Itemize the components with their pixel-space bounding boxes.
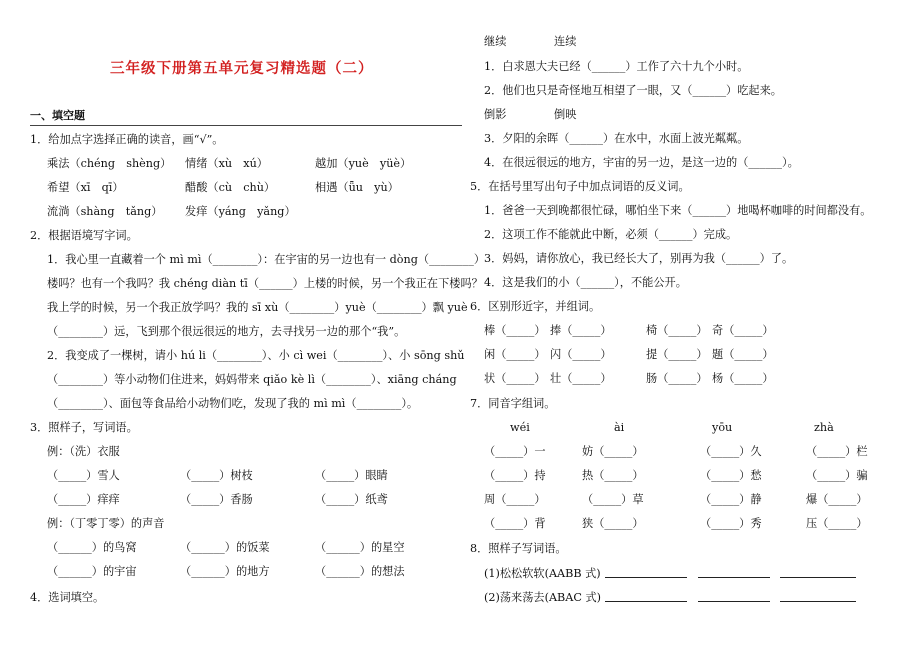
- q8-heading: 8．照样子写词语。: [470, 542, 567, 555]
- q7-item: （_____）静: [700, 493, 762, 506]
- q4-line: 1．白求恩大夫已经（______）工作了六十九个小时。: [484, 60, 749, 73]
- q7-item: （_____）一: [484, 445, 546, 458]
- q3-item: （_____）眼睛: [315, 469, 388, 482]
- word-choice: 倒影: [484, 108, 507, 121]
- q6-item: 棒（_____）: [484, 324, 546, 337]
- q5-line: 3．妈妈，请你放心，我已经长大了，别再为我（______）了。: [484, 252, 794, 265]
- q1-item: 发痒（yáng yǎng）: [185, 205, 296, 218]
- q3-item: （_____）痒痒: [47, 493, 120, 506]
- page-title: 三年级下册第五单元复习精选题（二）: [110, 60, 374, 77]
- q6-item: 椅（_____）: [646, 324, 708, 337]
- q2-line: （________）等小动物们住进来，妈妈带来 qiǎo kè lì（________）、xiāng cháng: [47, 373, 457, 386]
- q7-item: （_____）持: [484, 469, 546, 482]
- q7-pinyin: zhà: [814, 421, 834, 434]
- q4-line: 2．他们也只是奇怪地互相望了一眼，又（______）吃起来。: [484, 84, 782, 97]
- q7-pinyin: ài: [614, 421, 625, 434]
- q2-line: 2．我变成了一棵树，请小 hú li（________）、小 cì wei（________）、小 sōng shǔ: [47, 349, 465, 362]
- q1-item: 越加（yuè yüè）: [315, 157, 412, 170]
- q5-line: 4．这是我们的小（______），不能公开。: [484, 276, 687, 289]
- answer-line[interactable]: [698, 567, 770, 578]
- answer-line[interactable]: [780, 591, 856, 602]
- q3-item: （_____）纸鸢: [315, 493, 388, 506]
- section-divider: [30, 125, 462, 126]
- q1-item: 希望（xī qī）: [47, 181, 124, 194]
- q5-line: 1．爸爸一天到晚都很忙碌，哪怕坐下来（______）地喝杯咖啡的时间都没有。: [484, 204, 872, 217]
- q3-example: 例：（洗）衣服: [47, 445, 120, 458]
- q7-item: 妨（_____）: [582, 445, 644, 458]
- q7-item: 压（_____）: [806, 517, 868, 530]
- answer-line[interactable]: [780, 567, 856, 578]
- q2-line: 1．我心里一直藏着一个 mì mì（________）：在宇宙的另一边也有一 dòng（________）: [47, 253, 486, 266]
- q7-item: 狭（_____）: [582, 517, 644, 530]
- word-choice: 连续: [554, 35, 577, 48]
- q4-line: 3．夕阳的余晖（______）在水中，水面上波光粼粼。: [484, 132, 749, 145]
- word-choice: 倒映: [554, 108, 577, 121]
- q2-line: （________）、面包等食品给小动物们吃，发现了我的 mì mì（________）。: [47, 397, 419, 410]
- q6-item: 提（_____）: [646, 348, 708, 361]
- q7-pinyin: wéi: [510, 421, 530, 434]
- q3-item: （______）的鸟窝: [47, 541, 137, 554]
- q3-item: （______）的星空: [315, 541, 405, 554]
- q4-line: 4．在很远很远的地方，宇宙的另一边，是这一边的（______）。: [484, 156, 799, 169]
- q1-item: 相遇（ǖu yù）: [315, 181, 399, 194]
- q1-heading: 1．给加点字选择正确的读音，画“√”。: [30, 133, 224, 146]
- q2-line: 我上学的时候，另一个我正放学吗？我的 sī xù（________）yuè（________）飘 yuè: [47, 301, 468, 314]
- answer-line[interactable]: [605, 591, 687, 602]
- q3-item: （_____）树枝: [180, 469, 253, 482]
- q3-item: （______）的饭菜: [180, 541, 270, 554]
- q3-item: （______）的想法: [315, 565, 405, 578]
- q6-item: 奇（_____）: [712, 324, 774, 337]
- q7-item: （_____）背: [484, 517, 546, 530]
- q6-item: 壮（_____）: [550, 372, 612, 385]
- q7-item: （_____）久: [700, 445, 762, 458]
- q7-item: （_____）草: [582, 493, 644, 506]
- q7-item: 周（_____）: [484, 493, 546, 506]
- q3-item: （_____）香肠: [180, 493, 253, 506]
- q3-example: 例：（丁零丁零）的声音: [47, 517, 165, 530]
- q2-line: （________）远，飞到那个很远很远的地方，去寻找另一边的那个“我”。: [47, 325, 406, 338]
- q8-item: (1)松松软软(AABB 式): [484, 567, 601, 580]
- section-heading: 一、填空题: [30, 109, 85, 122]
- q7-item: （_____）秀: [700, 517, 762, 530]
- word-choice: 继续: [484, 35, 507, 48]
- q1-item: 流淌（shàng tǎng）: [47, 205, 163, 218]
- q3-item: （______）的宇宙: [47, 565, 137, 578]
- q5-line: 2．这项工作不能就此中断，必须（______）完成。: [484, 228, 738, 241]
- q2-heading: 2．根据语境写字词。: [30, 229, 138, 242]
- answer-line[interactable]: [605, 567, 687, 578]
- q7-item: 热（_____）: [582, 469, 644, 482]
- q7-item: （_____）愁: [700, 469, 762, 482]
- q7-item: 爆（_____）: [806, 493, 868, 506]
- q8-item: (2)荡来荡去(ABAC 式): [484, 591, 602, 604]
- q6-item: 状（_____）: [484, 372, 546, 385]
- q6-item: 杨（_____）: [712, 372, 774, 385]
- q7-item: （_____）骗: [806, 469, 868, 482]
- q7-pinyin: yōu: [712, 421, 733, 434]
- q3-item: （_____）雪人: [47, 469, 120, 482]
- q2-line: 楼吗？也有一个我吗？我 chéng diàn tī（______）上楼的时候，另一个我正在下楼吗？: [47, 277, 483, 290]
- q6-item: 捧（_____）: [550, 324, 612, 337]
- q1-item: 醋酸（cù chù）: [185, 181, 276, 194]
- q1-item: 乘法（chéng shèng）: [47, 157, 172, 170]
- q1-item: 情绪（xù xú）: [185, 157, 268, 170]
- q7-item: （_____）栏: [806, 445, 868, 458]
- q5-heading: 5．在括号里写出句子中加点词语的反义词。: [470, 180, 690, 193]
- q4-heading: 4．选词填空。: [30, 591, 105, 604]
- q3-heading: 3．照样子，写词语。: [30, 421, 138, 434]
- q6-item: 闲（_____）: [484, 348, 546, 361]
- q6-item: 肠（_____）: [646, 372, 708, 385]
- answer-line[interactable]: [698, 591, 770, 602]
- q3-item: （______）的地方: [180, 565, 270, 578]
- q6-item: 题（_____）: [712, 348, 774, 361]
- q6-heading: 6．区别形近字，并组词。: [470, 300, 601, 313]
- q6-item: 闪（_____）: [550, 348, 612, 361]
- q7-heading: 7．同音字组词。: [470, 397, 556, 410]
